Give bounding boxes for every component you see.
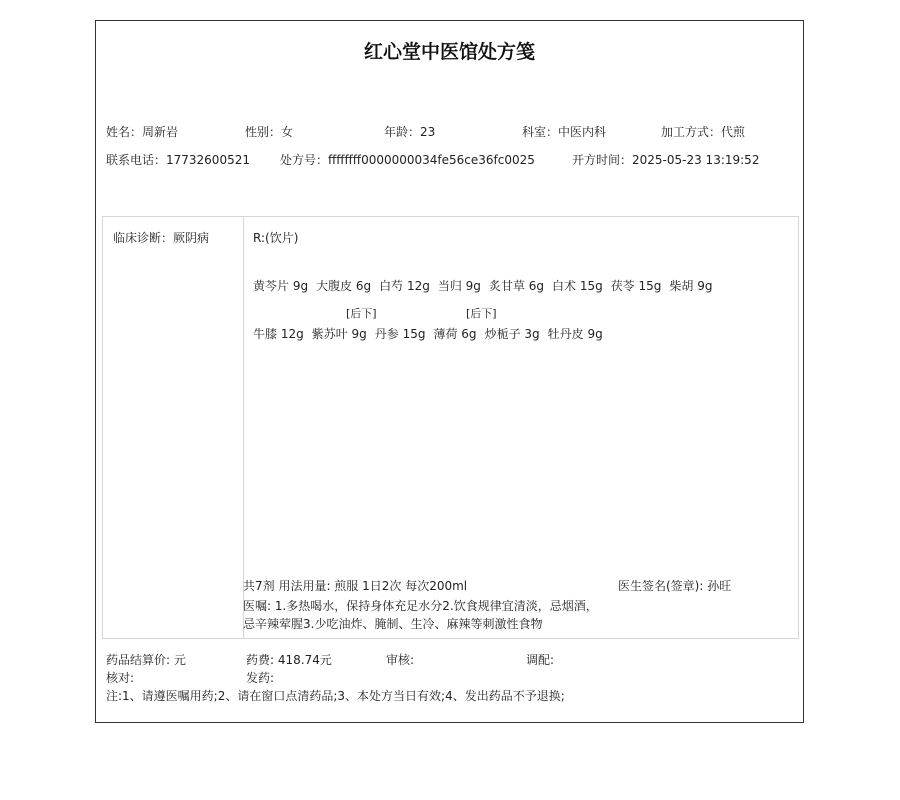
herb-item: 白芍 12g bbox=[379, 279, 430, 293]
dosage-instructions: 共7剂 用法用量: 煎服 1日2次 每次200ml bbox=[243, 579, 468, 593]
column-divider bbox=[243, 217, 244, 638]
prescription-number: 处方号：ffffffff0000000034fe56ce36fc0025 bbox=[280, 153, 535, 167]
patient-gender: 性别：女 bbox=[245, 125, 294, 139]
processing-method: 加工方式：代煎 bbox=[661, 125, 746, 139]
doctor-signature: 医生签名(签章): 孙旺 bbox=[618, 579, 732, 593]
herb-item: 大腹皮 6g bbox=[316, 279, 372, 293]
herb-item: 丹参 15g bbox=[374, 327, 426, 341]
herb-item: 炙甘草 6g bbox=[488, 279, 545, 293]
herb-item: 炒栀子 3g bbox=[484, 327, 540, 341]
patient-phone: 联系电话：17732600521 bbox=[106, 153, 250, 167]
review-field: 审核: bbox=[386, 653, 415, 667]
herb-item: 当归 9g bbox=[437, 279, 481, 293]
herb-item: 白术 15g bbox=[552, 279, 603, 293]
patient-age: 年龄：23 bbox=[384, 125, 436, 139]
herb-item: 牛膝 12g bbox=[253, 327, 304, 341]
drug-fee: 药费: 418.74元 bbox=[246, 653, 332, 667]
herb-item: 紫苏叶 9g bbox=[311, 327, 367, 341]
prescription-body bbox=[102, 216, 799, 639]
patient-name: 姓名：周新岩 bbox=[106, 125, 179, 139]
footer-note: 注:1、请遵医嘱用药;2、请在窗口点清药品;3、本处方当日有效;4、发出药品不予退换; bbox=[106, 689, 565, 703]
drug-settlement-price: 药品结算价: 元 bbox=[106, 653, 186, 667]
herb-item: 牡丹皮 9g bbox=[547, 327, 603, 341]
herb-item: 柴胡 9g bbox=[669, 279, 713, 293]
department: 科室：中医内科 bbox=[522, 125, 607, 139]
herb-item: 黄芩片 9g bbox=[253, 279, 309, 293]
dispense-field: 调配: bbox=[526, 653, 555, 667]
herb-item: 薄荷 6g bbox=[433, 327, 477, 341]
check-field: 核对: bbox=[106, 671, 135, 685]
herb-row-2 bbox=[253, 325, 611, 342]
herb-row-1 bbox=[253, 277, 721, 294]
prescription-time: 开方时间：2025-05-23 13:19:52 bbox=[572, 153, 760, 167]
page-title: 红心堂中医馆处方笺 bbox=[363, 41, 535, 63]
issue-field: 发药: bbox=[246, 671, 275, 685]
herb-note: [后下] bbox=[346, 307, 377, 320]
herb-item: 茯苓 15g bbox=[610, 279, 662, 293]
herb-note: [后下] bbox=[466, 307, 497, 320]
prescription-sheet bbox=[95, 20, 804, 723]
medical-advice: 医嘱: 1.多热喝水，保持身体充足水分2.饮食规律宜清淡，忌烟酒，忌辛辣荤腥3.少吃油炸、腌制、生冷、麻辣等刺激性食物 bbox=[243, 599, 598, 631]
rx-label: R:(饮片) bbox=[253, 231, 299, 245]
clinical-diagnosis: 临床诊断：厥阴病 bbox=[113, 231, 210, 245]
